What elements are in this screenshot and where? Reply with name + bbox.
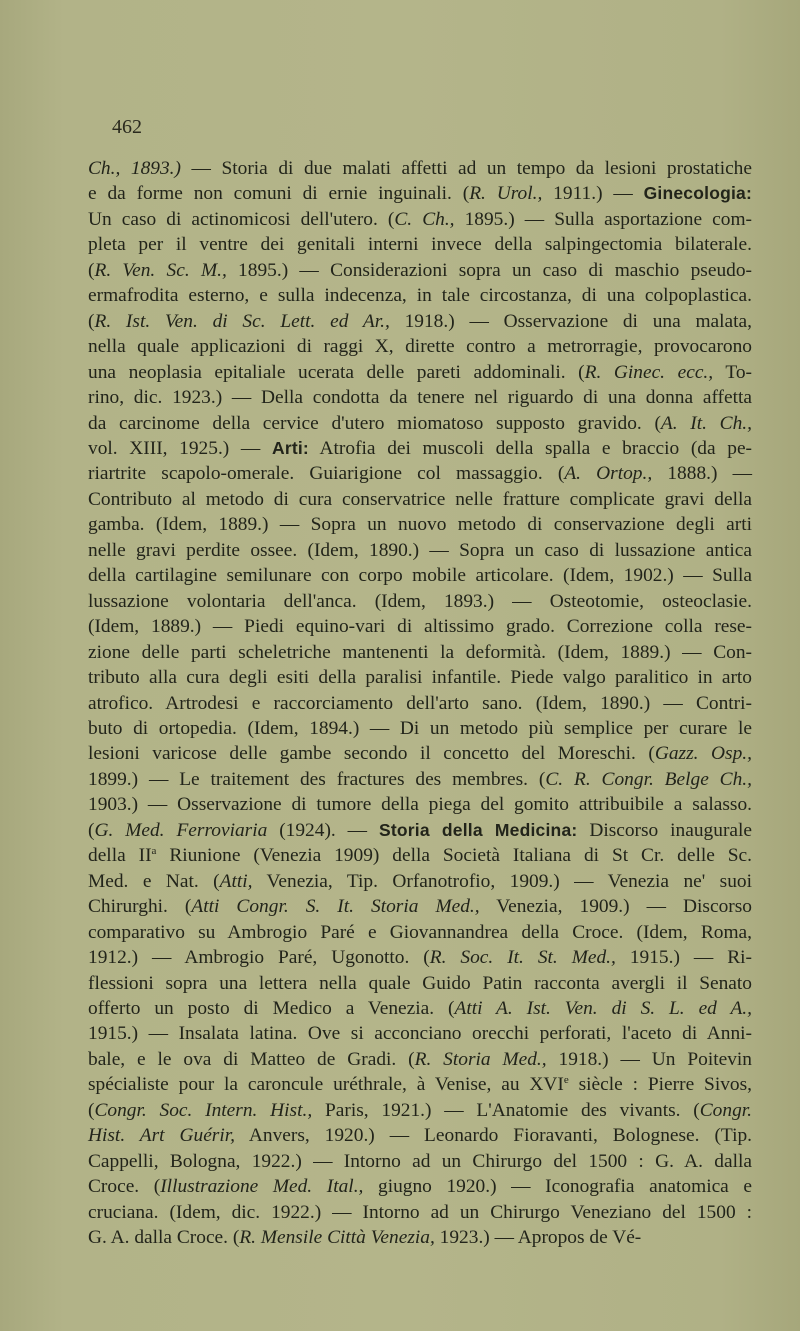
- text-run: cruciana. (Idem, dic. 1922.) — Intorno ad un Chirurgo Veneziano del 1500 :: [88, 1201, 752, 1223]
- text-run: zione delle parti scheletriche mantenenti la deformità. (Idem, 1889.) — Con-: [88, 641, 752, 663]
- text-run: Med. e Nat. (: [88, 870, 220, 892]
- text-run: Riunione (Venezia 1909) della Società Italiana di St Cr. delle Sc.: [156, 845, 752, 867]
- text-line: [88, 1225, 752, 1250]
- text-run: Venezia, 1909.) — Discorso: [479, 896, 752, 918]
- citation-source: R. Ginec. ecc.,: [584, 361, 714, 383]
- text-run: (: [88, 310, 95, 332]
- citation-source: Atti Congr. S. It. Storia Med.,: [191, 896, 480, 918]
- text-run: 1903.) — Osservazione di tumore della piega del gomito attribuibile a salasso.: [88, 794, 752, 816]
- text-line: [88, 589, 752, 614]
- text-run: Atrofia dei muscoli della spalla e braccio (da pe-: [308, 437, 753, 459]
- citation-source: Ch., 1893.): [88, 158, 181, 179]
- text-run: 1915.) — Ri-: [615, 947, 752, 969]
- text-line: [88, 716, 752, 741]
- text-run: 1888.) —: [652, 463, 752, 485]
- text-run: una neoplasia epitaliale ucerata delle pareti addominali. (: [88, 361, 585, 383]
- text-run: Un caso di actinomicosi dell'utero. (: [88, 208, 395, 230]
- text-line: [88, 207, 752, 232]
- text-run: 1915.) — Insalata latina. Ove si acconciano orecchi perforati, l'aceto di Anni-: [88, 1023, 752, 1045]
- text-line: [88, 818, 752, 843]
- text-line: [88, 436, 752, 461]
- text-run: a: [151, 845, 157, 858]
- text-run: 1923.) — Apropos de Vé-: [434, 1227, 642, 1249]
- text-run: Venezia, Tip. Orfanotrofio, 1909.) — Venezia ne' suoi: [252, 870, 752, 892]
- text-run: lussazione volontaria dell'anca. (Idem, 1893.) — Osteotomie, osteoclasie.: [88, 590, 752, 612]
- text-run: (1924). —: [267, 819, 379, 841]
- text-line: [88, 512, 752, 537]
- text-run: siècle : Pierre Sivos,: [568, 1074, 752, 1096]
- text-line: [88, 945, 752, 970]
- text-run: riartrite scapolo-omerale. Guiarigione col massaggio. (: [88, 463, 565, 485]
- text-line: [88, 181, 752, 206]
- text-run: offerto un posto di Medico a Venezia. (: [88, 997, 455, 1019]
- text-run: Cappelli, Bologna, 1922.) — Intorno ad un Chirurgo del 1500 : G. A. dalla: [88, 1150, 752, 1172]
- text-run: buto di ortopedia. (Idem, 1894.) — Di un metodo più semplice per curare le: [88, 717, 752, 739]
- text-run: della cartilagine semilunare con corpo mobile articolare. (Idem, 1902.) — Sulla: [88, 565, 752, 587]
- citation-source: Atti,: [219, 870, 253, 892]
- text-line: [88, 843, 752, 868]
- bibliography-text: [88, 156, 752, 1250]
- text-run: spécialiste pour la caroncule uréthrale, à Venise, au XVI: [88, 1074, 564, 1096]
- citation-source: A. Ortop.,: [564, 463, 653, 485]
- text-line: [88, 1047, 752, 1072]
- text-line: [88, 920, 752, 945]
- text-run: pleta per il ventre dei genitali interni invece della salpingectomia bilaterale.: [88, 234, 752, 256]
- text-line: [88, 309, 752, 334]
- text-run: giugno 1920.) — Iconografia anatomica e: [363, 1176, 752, 1198]
- text-run: Paris, 1921.) — L'Anatomie des vivants. (: [312, 1099, 700, 1121]
- text-run: 1918.) — Un Poitevin: [546, 1048, 752, 1070]
- citation-source: R. Soc. It. St. Med.,: [429, 947, 616, 969]
- text-run: (Idem, 1889.) — Piedi equino-vari di altissimo grado. Correzione colla rese-: [88, 616, 752, 638]
- text-run: G. A. dalla Croce. (: [88, 1227, 240, 1249]
- text-line: [88, 360, 752, 385]
- text-run: 1895.) — Sulla asportazione com-: [454, 208, 753, 230]
- text-line: [88, 894, 752, 919]
- citation-source: Congr. Soc. Intern. Hist.,: [94, 1099, 313, 1121]
- text-line: [88, 461, 752, 486]
- text-line: [88, 411, 752, 436]
- citation-source: Illustrazione Med. Ital.,: [160, 1176, 364, 1198]
- text-run: 1918.) — Osservazione di una malata,: [389, 310, 752, 332]
- citation-source: Gazz. Osp.,: [654, 743, 752, 765]
- text-run: flessioni sopra una lettera nella quale Guido Patin racconta avergli il Senato: [88, 972, 752, 994]
- section-heading: Ginecologia:: [643, 183, 752, 204]
- text-line: [88, 741, 752, 766]
- citation-source: Atti A. Ist. Ven. di S. L. ed A.,: [454, 997, 752, 1019]
- text-run: della II: [88, 845, 152, 867]
- citation-source: C. Ch.,: [394, 208, 455, 230]
- text-run: 1912.) — Ambrogio Paré, Ugonotto. (: [88, 947, 430, 969]
- text-run: e: [563, 1074, 569, 1087]
- text-line: [88, 538, 752, 563]
- citation-source: Hist. Art Guérir,: [88, 1125, 235, 1147]
- text-run: 1899.) — Le traitement des fractures des membres. (: [88, 768, 546, 790]
- text-line: [88, 767, 752, 792]
- text-line: [88, 1149, 752, 1174]
- text-line: [88, 283, 752, 308]
- text-run: Croce. (: [88, 1176, 161, 1198]
- text-run: tributo alla cura degli esiti della paralisi infantile. Piede valgo paralitico in arto: [88, 667, 752, 689]
- text-line: [88, 640, 752, 665]
- citation-source: R. Ven. Sc. M.,: [94, 259, 227, 281]
- page-number: 462: [112, 116, 142, 138]
- text-run: Chirurghi. (: [88, 896, 192, 918]
- text-line: [88, 232, 752, 257]
- section-heading: Storia della Medicina:: [378, 819, 578, 840]
- text-run: bale, e le ova di Matteo de Gradi. (: [88, 1048, 415, 1070]
- text-run: ermafrodita esterno, e sulla indecenza, in tale circostanza, di una colpoplastica.: [88, 285, 752, 307]
- text-line: [88, 1200, 752, 1225]
- citation-source: R. Mensile Città Venezia,: [239, 1227, 435, 1249]
- text-run: (: [88, 1099, 95, 1121]
- citation-source: A. It. Ch.,: [660, 412, 752, 434]
- text-run: comparativo su Ambrogio Paré e Giovannandrea della Croce. (Idem, Roma,: [88, 921, 752, 943]
- text-run: da carcinome della cervice d'utero miomatoso supposto gravido. (: [88, 412, 661, 434]
- text-line: [88, 1174, 752, 1199]
- text-line: [88, 563, 752, 588]
- text-run: nelle gravi perdite ossee. (Idem, 1890.) — Sopra un caso di lussazione antica: [88, 539, 752, 561]
- citation-source: G. Med. Ferroviaria: [94, 819, 268, 841]
- text-run: (: [88, 259, 95, 281]
- text-run: rino, dic. 1923.) — Della condotta da tenere nel riguardo di una donna affetta: [88, 387, 752, 409]
- text-run: Discorso inaugurale: [577, 819, 752, 841]
- text-run: — Storia di due malati affetti ad un tempo da lesioni prostatiche: [180, 158, 752, 179]
- text-run: lesioni varicose delle gambe secondo il concetto del Moreschi. (: [88, 743, 655, 765]
- citation-source: C. R. Congr. Belge Ch.,: [545, 768, 752, 790]
- text-line: [88, 691, 752, 716]
- text-run: gamba. (Idem, 1889.) — Sopra un nuovo metodo di conservazione degli arti: [88, 514, 752, 536]
- citation-source: R. Urol.,: [469, 183, 543, 205]
- text-run: (: [88, 819, 95, 841]
- text-run: 1895.) — Considerazioni sopra un caso di maschio pseudo-: [226, 259, 752, 281]
- text-line: [88, 971, 752, 996]
- text-line: [88, 487, 752, 512]
- text-run: 1911.) —: [542, 183, 644, 205]
- text-line: [88, 614, 752, 639]
- text-run: vol. XIII, 1925.) —: [88, 437, 272, 459]
- text-line: [88, 258, 752, 283]
- text-line: [88, 869, 752, 894]
- text-line: [88, 1098, 752, 1123]
- text-line: [88, 665, 752, 690]
- text-run: To-: [713, 361, 752, 383]
- text-line: [88, 792, 752, 817]
- text-run: Contributo al metodo di cura conservatrice nelle fratture complicate gravi della: [88, 488, 752, 510]
- text-line: [88, 1123, 752, 1148]
- text-run: Anvers, 1920.) — Leonardo Fioravanti, Bolognese. (Tip.: [234, 1125, 752, 1147]
- citation-source: R. Ist. Ven. di Sc. Lett. ed Ar.,: [94, 310, 390, 332]
- section-heading: Arti:: [271, 437, 309, 458]
- text-line: [88, 1072, 752, 1097]
- text-run: e da forme non comuni di ernie inguinali. (: [88, 183, 470, 205]
- text-run: nella quale applicazioni di raggi X, dirette contro a metrorragie, provocarono: [88, 336, 752, 358]
- text-line: [88, 996, 752, 1021]
- citation-source: Congr.: [699, 1099, 753, 1121]
- text-run: atrofico. Artrodesi e raccorciamento dell'arto sano. (Idem, 1890.) — Contri-: [88, 692, 752, 714]
- citation-source: R. Storia Med.,: [414, 1048, 547, 1070]
- text-line: [88, 385, 752, 410]
- text-line: [88, 156, 752, 181]
- text-line: [88, 1021, 752, 1046]
- text-line: [88, 334, 752, 359]
